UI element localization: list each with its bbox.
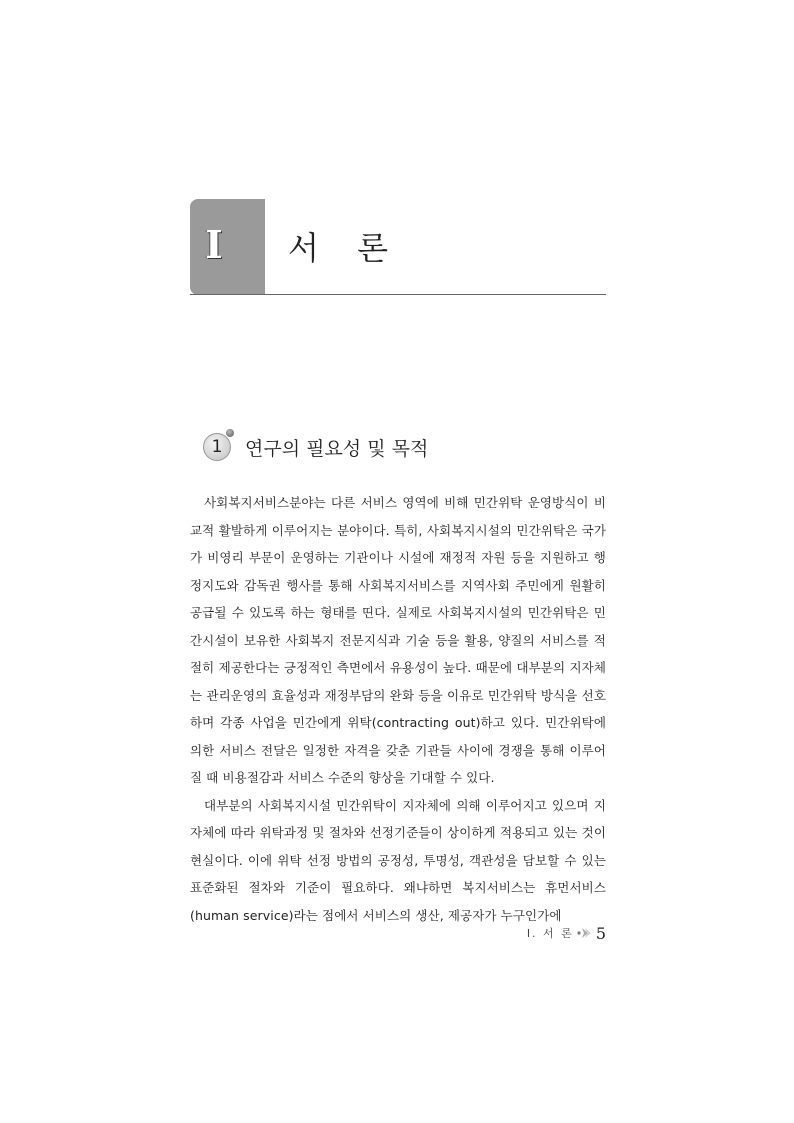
chapter-numeral: Ⅰ xyxy=(205,222,223,267)
chapter-divider xyxy=(190,294,606,295)
chapter-title: 서 론 xyxy=(288,229,402,267)
chapter-tab xyxy=(190,199,265,295)
page-footer xyxy=(527,922,606,944)
footer-arrow-icon xyxy=(576,925,592,941)
page-number: 5 xyxy=(595,923,606,943)
paragraph-1: 사회복지서비스분야는 다른 서비스 영역에 비해 민간위탁 운영방식이 비교적 활발하게 이루어지는 분야이다. 특히, 사회복지시설의 민간위탁은 국가가 비영리 부문이 운영하는 기관이나 시설에 재정적 자원 등을 지원하고 행정지도와 감독권 행사를 통해 사회복지서비스를 지역사회 주민에게 원활히 공급될 수 있도록 하는 형태를 띤다. 실제로 사회복지시설의 민간위탁은 민간시설이 보유한 사회복지 전문지식과 기술 등을 활용, 양질의 서비스를 적절히 제공한다는 긍정적인 측면에서 유용성이 높다. 때문에 대부분의 지자체는 관리운영의 효율성과 재정부담의 완화 등을 이유로 민간위탁 방식을 선호하며 각종 사업을 민간에게 위탁(contracting out)하고 있다. 민간위탁에 의한 서비스 전달은 일정한 자격을 갖춘 기관들 사이에 경쟁을 통해 이루어질 때 비용절감과 서비스 수준의 향상을 기대할 수 있다. xyxy=(190,495,606,785)
section-number: 1 xyxy=(211,437,223,457)
body-text xyxy=(190,489,606,929)
section-heading xyxy=(203,430,428,464)
badge-dot-icon xyxy=(226,429,234,437)
footer-chapter-label: Ⅰ. 서 론 xyxy=(526,927,574,940)
section-title: 연구의 필요성 및 목적 xyxy=(245,437,429,460)
paragraph-2: 대부분의 사회복지시설 민간위탁이 지자체에 의해 이루어지고 있으며 지자체에 따라 위탁과정 및 절차와 선정기준들이 상이하게 적용되고 있는 것이 현실이다. 이에 위탁 선정 방법의 공정성, 투명성, 객관성을 담보할 수 있는 표준화된 절차와 기준이 필요하다. 왜냐하면 복지서비스는 휴먼서비스(human service)라는 점에서 서비스의 생산, 제공자가 누구인가에 xyxy=(190,797,606,923)
section-number-badge xyxy=(203,433,231,461)
